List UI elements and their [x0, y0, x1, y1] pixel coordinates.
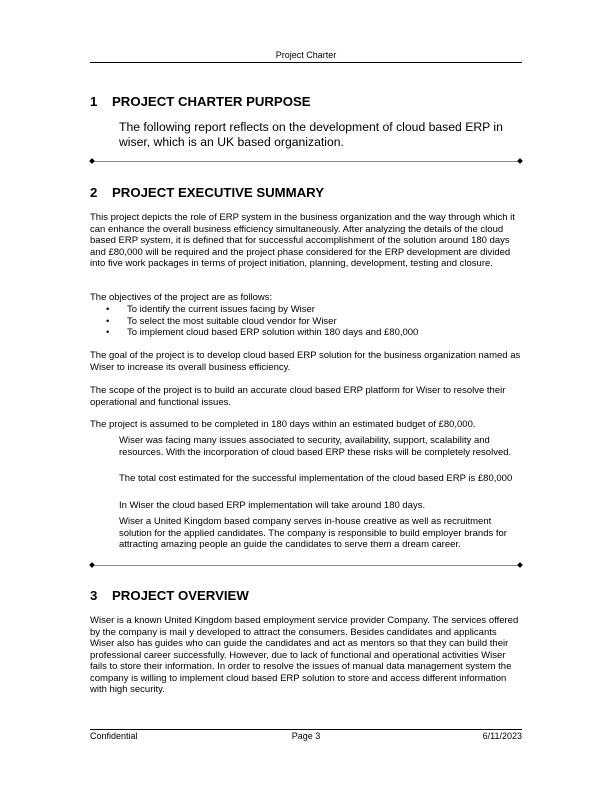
executive-summary-paragraph: This project depicts the role of ERP system in the business organization and the way through which it can enhance the overall business efficiency simultaneously. After analyzing the details of the cloud based ERP system, it is defined that for successful accomplishment of the solution around 180 days and £80,000 will be required and the project phase considered for the ERP development are divided into five work packages in terms of project initiation, planning, development, testing and closure. [90, 212, 515, 269]
section-1-heading [90, 94, 311, 109]
footer-date: 6/11/2023 [482, 731, 522, 741]
section-3-title: PROJECT OVERVIEW [112, 588, 249, 603]
section-2-number: 2 [90, 185, 98, 200]
section-1-number: 1 [90, 94, 98, 109]
page-footer [90, 731, 522, 743]
header-rule [90, 62, 522, 63]
section-1-title: PROJECT CHARTER PURPOSE [112, 94, 311, 109]
footer-confidential: Confidential [90, 731, 138, 741]
section-3-number: 3 [90, 588, 98, 603]
detail-company: Wiser a United Kingdom based company serves in-house creative as well as recruitment solution for the applied candidates. The company is responsible to build employer brands for attracting amazing people an guide the candidates to serve them a dream career. [119, 516, 507, 550]
list-item: • To select the most suitable cloud vendor for Wiser [106, 315, 337, 327]
scope-paragraph: The scope of the project is to build an accurate cloud based ERP platform for Wiser to resolve their operational and functional issues. [90, 385, 506, 408]
section-2-heading [90, 185, 324, 200]
section-3-heading [90, 588, 249, 603]
section-2-title: PROJECT EXECUTIVE SUMMARY [112, 185, 325, 200]
objectives-list [90, 304, 522, 339]
detail-risks: Wiser was facing many issues associated to security, availability, support, scalability and resources. With the incorporation of cloud based ERP these risks will be completely resolved. [119, 435, 512, 458]
section-divider-1 [90, 159, 522, 164]
detail-cost: The total cost estimated for the successful implementation of the cloud based ERP is £80,000 [119, 473, 513, 484]
detail-duration: In Wiser the cloud based ERP implementation will take around 180 days. [119, 500, 426, 511]
section-1-lead: The following report reflects on the development of cloud based ERP in wiser, which is an UK based organization. [119, 120, 503, 149]
bullet-icon: • [106, 304, 110, 315]
page-header: Project Charter [275, 50, 337, 60]
list-item: • To implement cloud based ERP solution within 180 days and £80,000 [106, 327, 419, 338]
list-item: • To identify the current issues facing by Wiser [106, 304, 315, 315]
bullet-icon: • [106, 327, 110, 338]
assumption-paragraph: The project is assumed to be completed in 180 days within an estimated budget of £80,000. [90, 419, 476, 430]
bullet-icon: • [106, 315, 110, 327]
overview-paragraph: Wiser is a known United Kingdom based employment service provider Company. The services offered by the company is mail y developed to attract the consumers. Besides candidates and applicants Wiser also has guides who can guide the candidates and act as mentors so that they can build their professional career successfully. However, due to lack of functional and operational activities Wiser fails to store their information. In order to resolve the issues of manual data management system the company is willing to implement cloud based ERP solution to store and access different information with high security. [90, 615, 519, 695]
footer-rule [90, 729, 522, 730]
section-divider-2 [90, 563, 522, 568]
goal-paragraph: The goal of the project is to develop cloud based ERP solution for the business organization named as Wiser to increase its overall business efficiency. [90, 350, 521, 373]
objectives-intro: The objectives of the project are as follows: [90, 292, 273, 303]
footer-page-number: Page 3 [291, 731, 321, 741]
